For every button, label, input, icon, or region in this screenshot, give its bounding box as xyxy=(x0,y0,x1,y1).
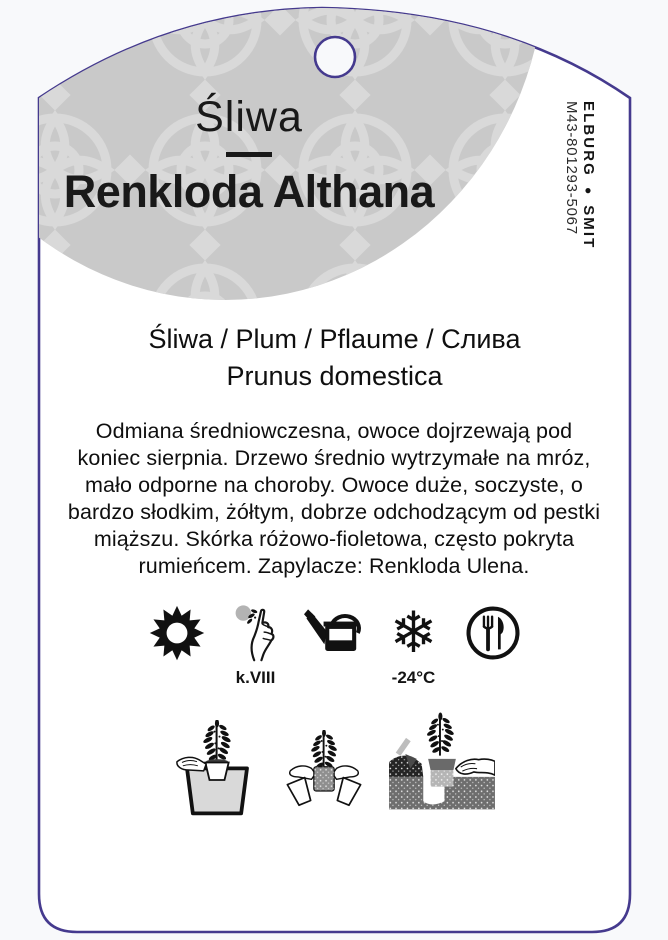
planting-steps-row xyxy=(39,710,630,820)
description xyxy=(44,418,624,579)
side-label xyxy=(560,101,597,261)
brand-text xyxy=(580,101,597,261)
hang-hole xyxy=(315,37,355,77)
brand-left: ELBURG xyxy=(580,101,597,177)
brand-right: SMIT xyxy=(580,205,597,250)
description-line: bardzo słodkim, żółtym, dobrze odchodzącym od pestki xyxy=(67,499,601,524)
description-line: rumieńcem. Zapylacze: Renkloda Ulena. xyxy=(138,553,530,578)
care-cell-sun xyxy=(146,604,208,688)
names-block xyxy=(39,321,630,395)
sun-icon xyxy=(148,604,206,662)
description-line: miąższu. Skórka różowo-fioletowa, często pokryta xyxy=(93,526,575,551)
cultivar-title: Renkloda Althana xyxy=(63,166,435,217)
care-cell-edible xyxy=(462,604,524,688)
description-line: koniec sierpnia. Drzewo średnio wytrzymałe na mróz, xyxy=(77,445,591,470)
care-label-frost: -24°C xyxy=(391,668,436,687)
soak-rootball-icon xyxy=(175,720,259,820)
brand-logo-icon: ● xyxy=(581,183,595,199)
care-cell-frost xyxy=(383,600,445,688)
common-names: Śliwa / Plum / Pflaume / Слива xyxy=(148,324,521,354)
edible-cutlery-icon xyxy=(464,604,522,662)
care-label xyxy=(462,668,524,688)
title-divider xyxy=(226,152,272,157)
plant-in-ground-icon xyxy=(389,710,495,820)
care-cell-planting-month xyxy=(225,604,287,688)
watering-can-icon xyxy=(304,606,366,660)
planting-hand-icon xyxy=(227,604,285,662)
care-label-month: k.VIII xyxy=(235,668,276,687)
description-line: mało odporne na choroby. Owoce duże, soczyste, o xyxy=(85,472,583,497)
latin-name: Prunus domestica xyxy=(226,361,443,391)
snowflake-icon: ❄ xyxy=(389,600,438,666)
product-code: M43-801293-5067 xyxy=(563,101,580,235)
care-label xyxy=(146,668,208,688)
remove-pot-icon xyxy=(281,730,367,820)
care-icon-row xyxy=(39,600,630,688)
care-cell-watering xyxy=(304,604,366,688)
species-title: Śliwa xyxy=(195,93,303,141)
title-block xyxy=(39,94,459,216)
care-label xyxy=(304,668,366,688)
description-line: Odmiana średniowczesna, owoce dojrzewają pod xyxy=(95,419,573,443)
